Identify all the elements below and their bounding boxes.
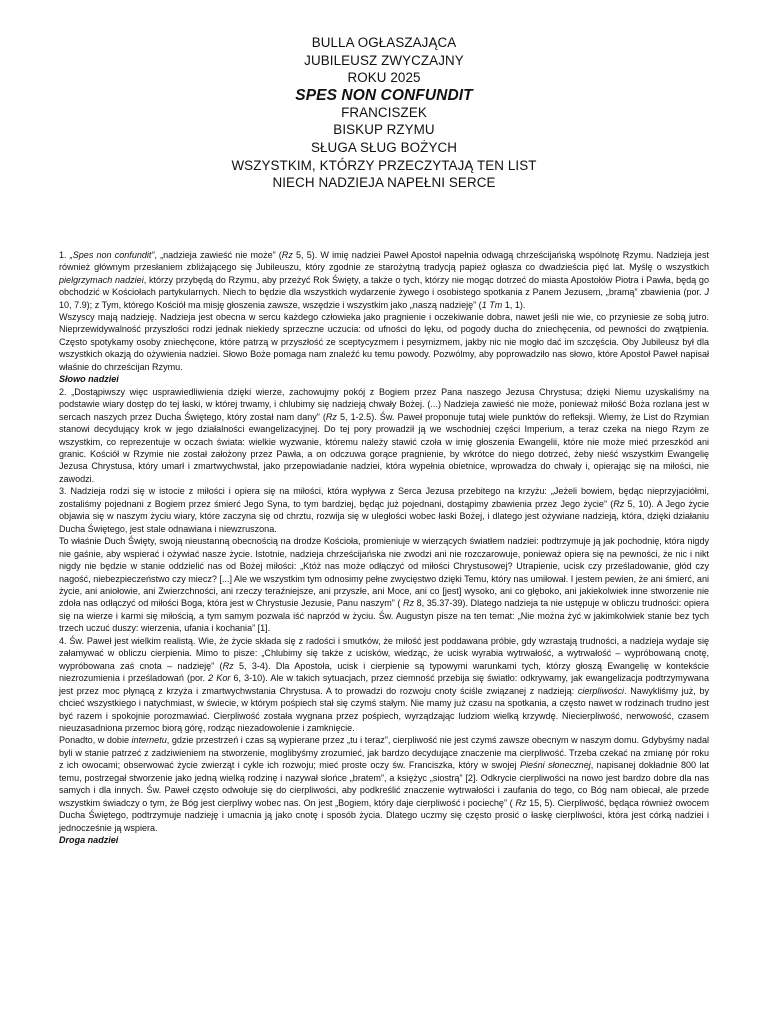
section-heading-path-of-hope: Droga nadziei: [59, 835, 119, 846]
paragraph-1: 1. „Spes non confundit”, „nadzieja zawieść nie może” (Rz 5, 5). W imię nadziei Paweł Apostoł napełnia odwagą chrześcijańską wspólnotę Rzymu. Nadzieja jest również głównym przesłaniem zbliżającego się Jubileuszu, który zgodnie ze starożytną tradycją papież ogłasza co dwadzieścia pięć lat. Myślę o wszystkich pielgrzymach nadziei, którzy przybędą do Rzymu, aby przeżyć Rok Święty, a także o tych, którzy nie mogąc dotrzeć do miasta Apostołów Piotra i Pawła, będą go obchodzić w Kościołach partykularnych. Niech to będzie dla wszystkich wydarzenie żywego i osobistego spotkania z Panem Jezusem, „bramą” zbawienia (por. J 10, 7.9); z Tym, którego Kościół ma misję głoszenia zawsze, wszędzie i wszystkim jako „naszą nadzieję” (1 Tm 1, 1).: [59, 249, 709, 310]
paragraph-2: Wszyscy mają nadzieję. Nadzieja jest obecna w sercu każdego człowieka jako pragnienie i oczekiwanie dobra, nawet jeśli nie wie, co przyniesie ze sobą jutro. Nieprzewidywalność przyszłości rodzi jednak niekiedy sprzeczne uczucia: od ufności do lęku, od pogody ducha do zniechęcenia, od pewności do zwątpienia. Często spotykamy osoby zniechęcone, które patrzą w przyszłość ze sceptycyzmem i pesymizmem, jakby nic nie mogło dać im szczęścia. Oby Jubileusz był dla wszystkich okazją do ożywienia nadziei. Słowo Boże pomaga nam znaleźć ku temu powody. Pozwólmy, aby poprowadziło nas słowo, które Apostoł Paweł napisał właśnie do chrześcijan Rzymu.: [59, 312, 709, 372]
scripture-reference: Rz: [402, 598, 414, 609]
scripture-reference: Rz: [325, 411, 337, 422]
bull-title: SPES NON CONFUNDIT: [295, 86, 473, 104]
document-header: [59, 34, 709, 192]
scripture-reference: 2 Kor: [208, 673, 231, 684]
paragraph-6: 4. Św. Paweł jest wielkim realistą. Wie, że życie składa się z radości i smutków, że miłość jest poddawana próbie, gdy wzrastają trudności, a nadzieja wydaje się załamywać w obliczu cierpienia. Mimo to pisze: „Chlubimy się także z ucisków, wiedząc, że ucisk wyrabia wytrwałość, a wytrwałość – wypróbowaną cnotę, wypróbowana zaś cnota – nadzieję” (Rz 5, 3-4). Dla Apostoła, ucisk i cierpienie są typowymi warunkami tych, którzy głoszą Ewangelię w kontekście niezrozumienia i prześladowań (por. 2 Kor 6, 3-10). Ale w takich sytuacjach, przez ciemność przebija się światło: odkrywamy, jak ewangelizacja podtrzymywana jest przez moc płynącą z krzyża i zmartwychwstania Chrystusa. A to prowadzi do rozwoju cnoty ściśle związanej z nadzieją: cierpliwości. Nawykliśmy już, by chcieć wszystkiego i natychmiast, w świecie, w którym pośpiech stał się czymś stałym. Nie mamy już czasu na spotkania, a często nawet w rodzinach trudno jest być razem i spokojnie porozmawiać. Cierpliwość została wygnana przez pośpiech, wyrządzając ludziom wielką krzywdę. Niecierpliwość, nerwowość, czasem nieuzasadniona przemoc biorą górę, rodząc niezadowolenie i zamknięcie.: [59, 635, 709, 733]
scripture-reference: J: [704, 287, 709, 298]
header-line-addressees: WSZYSTKIM, KTÓRZY PRZECZYTAJĄ TEN LIST: [231, 157, 537, 173]
paragraph-number: 1.: [59, 249, 70, 260]
scripture-reference: Rz: [515, 797, 527, 808]
scripture-reference: 1 Tm: [481, 299, 503, 310]
paragraph-7: Ponadto, w dobie internetu, gdzie przestrzeń i czas są wypierane przez „tu i teraz”, cierpliwość nie jest czymś zawsze obecnym w naszym domu. Gdybyśmy nadal byli w stanie patrzeć z zadziwieniem na stworzenie, moglibyśmy zrozumieć, jak bardzo decydujące znaczenie ma cierpliwość. Trzeba czekać na zmianę pór roku z ich owocami; obserwować życie zwierząt i cykle ich rozwoju; mieć proste oczy św. Franciszka, który w swojej Pieśni słonecznej, napisanej dokładnie 800 lat temu, postrzegał stworzenie jako jedną wielką rodzinę i nazywał słońce „bratem”, a księżyc „siostrą” [2]. Odkrycie cierpliwości na nowo jest bardzo dobre dla nas samych i dla innych. Św. Paweł często odwołuje się do cierpliwości, aby podkreślić znaczenie wytrwałości i zaufania do tego, co Bóg nam obiecał, ale przede wszystkim świadczy o tym, że Bóg jest cierpliwy wobec nas. On jest „Bogiem, który daje cierpliwość i pociechę” ( Rz 15, 5). Cierpliwość, będąca również owocem Ducha Świętego, podtrzymuje nadzieję i umacnia ją jako cnotę i sposób życia. Dlatego uczmy się często prosić o łaskę cierpliwości, która jest córką nadziei i jednocześnie ją wspiera.: [59, 735, 710, 833]
scripture-reference: Rz: [281, 249, 293, 260]
header-line-servant: SŁUGA SŁUG BOŻYCH: [310, 139, 458, 155]
header-line-bishop: BISKUP RZYMU: [333, 122, 435, 138]
header-line-bull: BULLA OGŁASZAJĄCA: [311, 35, 457, 50]
scripture-reference: Rz: [613, 498, 625, 509]
emphasis-text: Pieśni słonecznej: [519, 760, 591, 771]
header-line-jubilee: JUBILEUSZ ZWYCZAJNY: [304, 52, 464, 68]
document-body: [59, 249, 709, 847]
emphasis-text: cierpliwości: [577, 685, 625, 696]
header-line-year: ROKU 2025: [347, 70, 421, 86]
paragraph-5: To właśnie Duch Święty, swoją nieustanną obecnością na drodze Kościoła, promieniuje w wierzących światłem nadziei: podtrzymuje ją jak pochodnię, która nigdy nie gaśnie, aby wspierać i ożywiać nasze życie. Istotnie, nadzieja chrześcijańska nie zwodzi ani nie rozczarowuje, ponieważ opiera się na pewności, że nic i nikt nigdy nie będzie w stanie oddzielić nas od Bożej miłości: „Któż nas może odłączyć od miłości Chrystusowej? Utrapienie, ucisk czy prześladowanie, głód czy nagość, niebezpieczeństwo czy miecz? [...] Ale we wszystkim tym odnosimy pełne zwycięstwo dzięki Temu, który nas umiłował. I jestem pewien, że ani śmierć, ani życie, ani aniołowie, ani Zwierzchności, ani rzeczy teraźniejsze, ani przyszłe, ani Moce, ani co [jest] wysoko, ani co głęboko, ani jakiekolwiek inne stworzenie nie zdoła nas odłączyć od miłości Boga, która jest w Chrystusie Jezusie, Panu naszym” ( Rz 8, 35.37-39). Dlatego nadzieja ta nie ustępuje w obliczu trudności: opiera się na wierze i karmi się miłością, a tym samym pozwala iść naprzód w życiu. Św. Augustyn pisze na ten temat: „Nie można żyć w jakimkolwiek stanie bez tych trzech uczuć duszy: wierzenia, ufania i kochania” [1].: [59, 536, 709, 634]
scripture-reference: Rz: [222, 660, 234, 671]
header-line-author: FRANCISZEK: [341, 104, 427, 120]
paragraph-3: 2. „Dostąpiwszy więc usprawiedliwienia dzięki wierze, zachowujmy pokój z Bogiem przez Pana naszego Jezusa Chrystusa; dzięki Niemu uzyskaliśmy na podstawie wiary dostęp do tej łaski, w której trwamy, i chlubimy się nadzieją chwały Bożej. (...) Nadzieja zawieść nie może, ponieważ miłość Boża rozlana jest w sercach naszych przez Ducha Świętego, który został nam dany” (Rz 5, 1-2.5). Św. Paweł proponuje tutaj wiele punktów do refleksji. Wiemy, że List do Rzymian stanowi decydujący krok w jego działalności ewangelizacyjnej. Do tej pory prowadził ją we wschodniej części Imperium, a teraz czeka na niego Rzym ze wszystkim, co reprezentuje w oczach świata: wielkie wyzwanie, któremu należy stawić czoła w imię głoszenia Ewangelii, które nie może mieć przeszkód ani granic. Kościół w Rzymie nie został założony przez Pawła, a on odczuwa gorące pragnienie, by wkrótce do niego dotrzeć, żeby nieść wszystkim Ewangelię Jezusa Chrystusa, który umarł i zmartwychwstał, jako przepowiadanie nadziei, która wypełnia obietnice, wprowadza do chwały i, opierając się na miłości, nie zawodzi.: [59, 386, 709, 484]
section-heading-word-of-hope: Słowo nadziei: [59, 374, 119, 385]
emphasis-text: pielgrzymach nadziei: [59, 274, 144, 285]
emphasis-text: internetu: [131, 735, 167, 746]
emphasis-text: „Spes non confundit”: [69, 249, 155, 260]
paragraph-4: 3. Nadzieja rodzi się w istocie z miłości i opiera się na miłości, która wypływa z Serca Jezusa przebitego na krzyżu: „Jeżeli bowiem, będąc nieprzyjaciółmi, zostaliśmy pojednani z Bogiem przez śmierć Jego Syna, to tym bardziej, będąc już pojednani, dostąpimy zbawienia przez Jego życie” (Rz 5, 10). A Jego życie objawia się w naszym życiu wiary, które zaczyna się od chrztu, rozwija się w uległości wobec łaski Bożej, i dlatego jest ożywiane nadzieją, która, dzięki działaniu Ducha Świętego, jest stale odnawiana i niewzruszona.: [59, 486, 709, 534]
header-line-greeting: NIECH NADZIEJA NAPEŁNI SERCE: [272, 175, 496, 191]
